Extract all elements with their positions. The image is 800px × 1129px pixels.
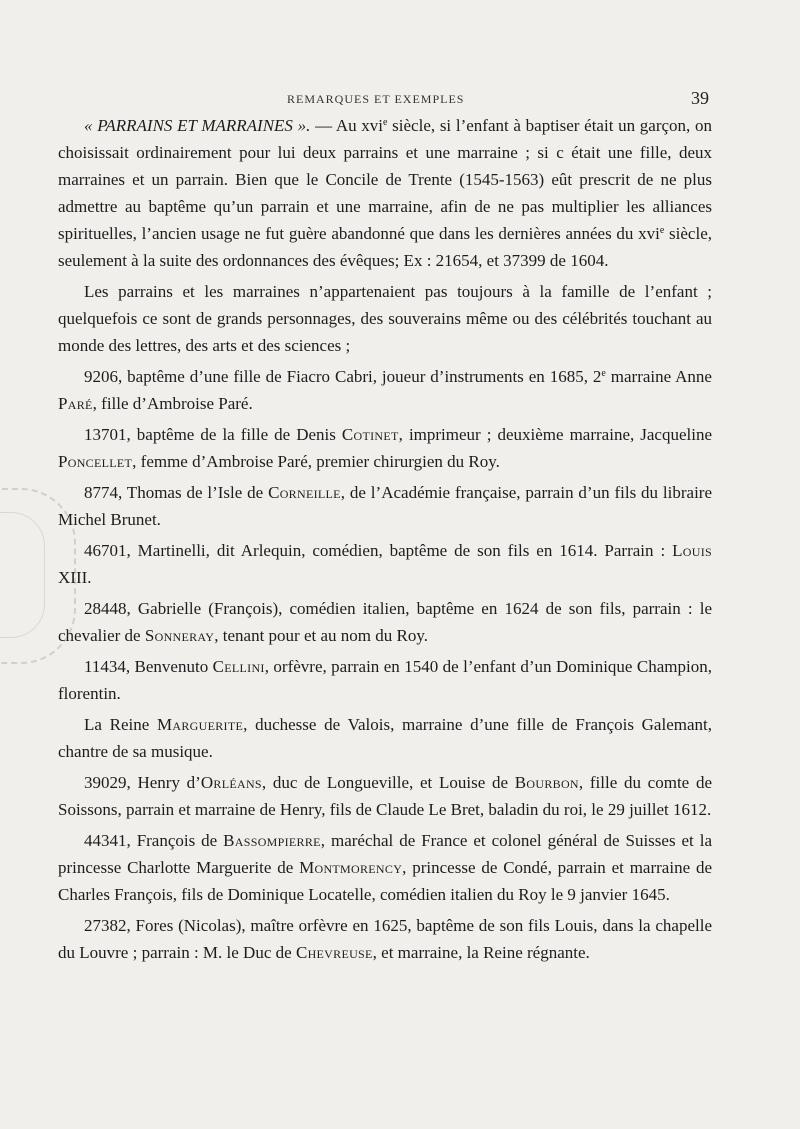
paragraph-text: , femme d’Ambroise Paré, premier chirurgien du Roy. [132, 452, 500, 471]
surname-small-caps: Orléans [200, 773, 262, 792]
paragraph-text: 9206, baptême d’une fille de Fiacro Cabri, joueur d’instruments en 1685, 2 [84, 367, 602, 386]
paragraph-text: siècle, seulement à la suite des ordonnances des évêques; Ex : 21654, et 37399 de 1604. [58, 224, 712, 270]
paragraph-text: 46701, Martinelli, dit Arlequin, comédien, baptême de son fils en 1614. Parrain : [84, 541, 673, 560]
paragraph-text: 11434, Benvenuto [84, 657, 213, 676]
body-text [58, 112, 712, 970]
paragraph-text: , fille du comte de Soissons, parrain et marraine de Henry, fils de Claude Le Bret, baladin du roi, le 29 juillet 1612. [58, 773, 712, 819]
superscript: e [601, 368, 606, 379]
paragraph-entry-11434 [58, 653, 712, 707]
paragraph-text: , fille d’Ambroise Paré. [92, 394, 253, 413]
paragraph-text: , duc de Longueville, et Louise de [261, 773, 515, 792]
surname-small-caps: Poncellet [58, 452, 133, 471]
paragraph-parrains-marraines [58, 112, 712, 274]
paragraph-text: marraine Anne [605, 367, 712, 386]
paragraph-text: , tenant pour et au nom du Roy. [214, 626, 428, 645]
paragraph-text: siècle, si l’enfant à baptiser était un garçon, on choisissait ordinairement pour lui deux parrains et une marraine ; si c était une fille, deux marraines et un parrain. Bien que le Concile de Trente (1545-1563) eût prescrit de ne plus admettre au baptême qu’un parrain et une marraine, afin de ne pas multiplier les alliances spirituelles, l’ancien usage ne fut guère abandonné que dans les dernières années du xvi [58, 116, 712, 243]
paragraph-text: , et marraine, la Reine régnante. [372, 943, 590, 962]
paragraph-text: XIII. [58, 568, 92, 587]
paragraph-text: Les parrains et les marraines n’appartenaient pas toujours à la famille de l’enfant ; quelquefois ce sont de grands personnages, des souverains même ou des célébrités touchant au monde des lettres, des arts et des sciences ; [58, 282, 712, 355]
paragraph-entry-46701 [58, 537, 712, 591]
paragraph-entry-8774 [58, 479, 712, 533]
paragraph-text: , de l’Académie française, parrain d’un fils du libraire Michel Brunet. [58, 483, 713, 529]
paragraph-text: — Au xvi [310, 116, 384, 135]
superscript: e [659, 225, 665, 236]
paragraph-entry-27382 [58, 912, 712, 966]
paragraph-entry-44341 [58, 827, 712, 908]
paragraph-famille [58, 278, 712, 359]
surname-small-caps: Sonneray [144, 626, 215, 645]
paragraph-text: , orfèvre, parrain en 1540 de l’enfant d’un Dominique Champion, florentin. [58, 657, 712, 703]
section-label: « PARRAINS ET MARRAINES ». [84, 116, 311, 135]
surname-small-caps: Corneille [268, 483, 341, 502]
surname-small-caps: Chevreuse [295, 943, 373, 962]
paragraph-entry-13701 [58, 421, 712, 475]
paragraph-text: 27382, Fores (Nicolas), maître orfèvre en 1625, baptême de son fils Louis, dans la chapelle du Louvre ; parrain : M. le Duc de [58, 916, 712, 962]
paragraph-text: 44341, François de [84, 831, 224, 850]
paragraph-entry-39029 [58, 769, 712, 823]
surname-small-caps: Louis [672, 541, 712, 560]
paragraph-entry-28448 [58, 595, 712, 649]
paragraph-text: , princesse de Condé, parrain et marraine de Charles François, fils de Dominique Locatelle, comédien italien du Roy le 9 janvier 1645. [58, 858, 712, 904]
surname-small-caps: Bourbon [514, 773, 579, 792]
paragraph-entry-9206 [58, 363, 712, 417]
surname-small-caps: Paré [58, 394, 93, 413]
surname-small-caps: Marguerite [157, 715, 244, 734]
paragraph-text: , maréchal de France et colonel général de Suisses et la princesse Charlotte Marguerite de [58, 831, 712, 877]
surname-small-caps: Bassompierre [223, 831, 321, 850]
paragraph-text: , imprimeur ; deuxième marraine, Jacqueline [398, 425, 713, 444]
paragraph-text: 13701, baptême de la fille de Denis [84, 425, 342, 444]
paragraph-text: La Reine [84, 715, 157, 734]
paragraph-reine-marguerite [58, 711, 712, 765]
paragraph-text: 28448, Gabrielle (François), comédien italien, baptême en 1624 de son fils, parrain : le chevalier de [58, 599, 712, 645]
superscript: e [383, 117, 388, 128]
running-title: REMARQUES ET EXEMPLES [287, 92, 465, 106]
library-stamp-inner-ring [0, 512, 45, 638]
paragraph-text: 39029, Henry d’ [84, 773, 201, 792]
surname-small-caps: Cotinet [341, 425, 399, 444]
paragraph-text: , duchesse de Valois, marraine d’une fille de François Galemant, chantre de sa musique. [58, 715, 712, 761]
surname-small-caps: Cellini [212, 657, 265, 676]
surname-small-caps: Montmorency [299, 858, 403, 877]
paragraph-text: 8774, Thomas de l’Isle de [84, 483, 269, 502]
page-number: 39 [691, 88, 709, 108]
